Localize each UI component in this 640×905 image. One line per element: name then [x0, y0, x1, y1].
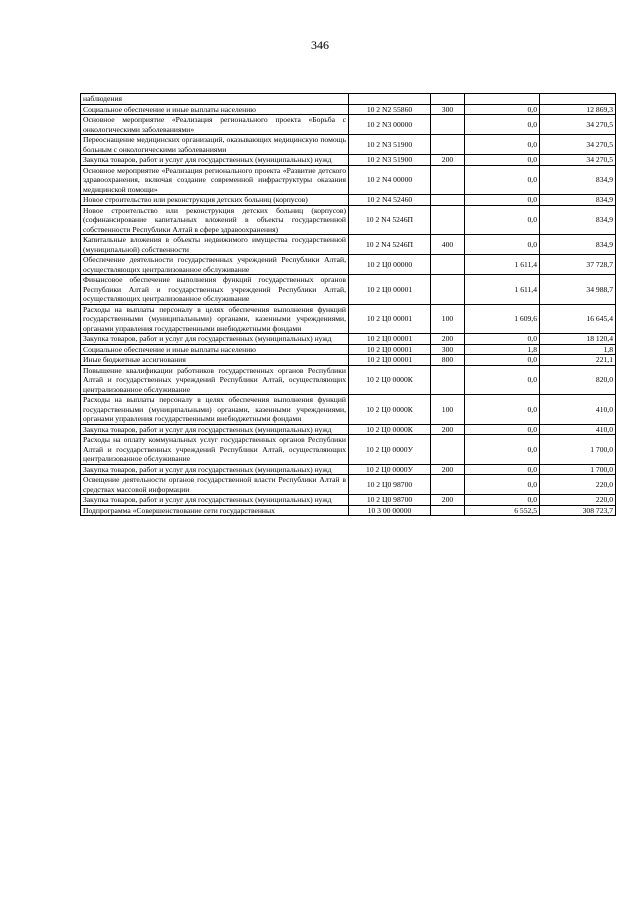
amount-column-1: 1 609,6	[465, 304, 540, 334]
amount-column-1: 0,0	[465, 165, 540, 195]
amount-column-2: 34 270,5	[540, 155, 616, 166]
expense-type-code	[431, 195, 465, 206]
expense-type-code: 300	[431, 344, 465, 355]
target-code: 10 2 N3 51900	[349, 135, 431, 155]
amount-column-2: 820,0	[540, 365, 616, 395]
target-code: 10 2 Ц0 0000У	[349, 464, 431, 475]
table-row	[81, 135, 616, 155]
amount-column-2	[540, 94, 616, 105]
expense-type-code	[431, 115, 465, 135]
target-code: 10 2 Ц0 00001	[349, 275, 431, 305]
table-row	[81, 505, 616, 516]
target-code: 10 3 00 00000	[349, 505, 431, 516]
expense-type-code: 100	[431, 395, 465, 425]
amount-column-2: 18 120,4	[540, 334, 616, 345]
expense-type-code	[431, 255, 465, 275]
row-name: Социальное обеспечение и иные выплаты населению	[81, 104, 349, 115]
row-name: Переоснащение медицинских организаций, оказывающих медицинскую помощь больным с онкологическими заболеваниями	[81, 135, 349, 155]
table-row	[81, 235, 616, 255]
amount-column-1: 0,0	[465, 475, 540, 495]
row-name: Основное мероприятие «Реализация регионального проекта «Борьба с онкологическими заболеваниями»	[81, 115, 349, 135]
amount-column-2: 834,9	[540, 195, 616, 206]
expense-type-code	[431, 135, 465, 155]
expense-type-code	[431, 505, 465, 516]
target-code: 10 2 Ц0 0000К	[349, 365, 431, 395]
amount-column-2: 220,0	[540, 475, 616, 495]
row-name: Повышение квалификации работников государственных органов Республики Алтай и государственных учреждений Республики Алтай, осуществляющих централизованное обслуживание	[81, 365, 349, 395]
amount-column-1: 1,8	[465, 344, 540, 355]
amount-column-2: 34 270,5	[540, 115, 616, 135]
amount-column-2: 410,0	[540, 424, 616, 435]
amount-column-2: 1 700,0	[540, 435, 616, 465]
table-row	[81, 424, 616, 435]
amount-column-2: 410,0	[540, 395, 616, 425]
expense-type-code	[431, 475, 465, 495]
amount-column-2: 16 645,4	[540, 304, 616, 334]
table-row	[81, 464, 616, 475]
row-name: Закупка товаров, работ и услуг для государственных (муниципальных) нужд	[81, 155, 349, 166]
amount-column-2: 34 988,7	[540, 275, 616, 305]
expense-type-code	[431, 205, 465, 235]
row-name: Финансовое обеспечение выполнения функций государственных органов Республики Алтай и государственных учреждений Республики Алтай, осуществляющих централизованное обслуживание	[81, 275, 349, 305]
table-row	[81, 115, 616, 135]
table-row	[81, 355, 616, 366]
target-code: 10 2 N3 00000	[349, 115, 431, 135]
table-row	[81, 334, 616, 345]
amount-column-2: 220,0	[540, 495, 616, 506]
expense-type-code: 200	[431, 155, 465, 166]
amount-column-1: 0,0	[465, 424, 540, 435]
expense-type-code: 300	[431, 104, 465, 115]
amount-column-1: 0,0	[465, 104, 540, 115]
table-row	[81, 365, 616, 395]
amount-column-1: 1 611,4	[465, 275, 540, 305]
amount-column-1: 0,0	[465, 435, 540, 465]
target-code: 10 2 N4 52460	[349, 195, 431, 206]
expense-type-code	[431, 275, 465, 305]
amount-column-2: 34 270,5	[540, 135, 616, 155]
row-name: Социальное обеспечение и иные выплаты населению	[81, 344, 349, 355]
target-code: 10 2 N3 51900	[349, 155, 431, 166]
row-name: Закупка товаров, работ и услуг для государственных (муниципальных) нужд	[81, 495, 349, 506]
row-name: Закупка товаров, работ и услуг для государственных (муниципальных) нужд	[81, 464, 349, 475]
budget-table	[80, 93, 616, 516]
page-number: 346	[311, 38, 329, 52]
row-name: Освещение деятельности органов государственной власти Республики Алтай в средствах массовой информации	[81, 475, 349, 495]
table-row	[81, 435, 616, 465]
expense-type-code	[431, 365, 465, 395]
amount-column-2: 834,9	[540, 235, 616, 255]
amount-column-1: 1 611,4	[465, 255, 540, 275]
row-name: Новое строительство или реконструкция детских больниц (корпусов) (софинансирование капитальных вложений в объекты государственной собственности Республики Алтай в сфере здравоохранения)	[81, 205, 349, 235]
row-name: Подпрограмма «Совершенствование сети государственных	[81, 505, 349, 516]
target-code: 10 2 N4 5246П	[349, 205, 431, 235]
row-name: Расходы на выплаты персоналу в целях обеспечения выполнения функций государственными (муниципальными) органами, казенными учреждениями, органами управления государственными внебюджетными фондами	[81, 304, 349, 334]
expense-type-code	[431, 435, 465, 465]
amount-column-1: 0,0	[465, 155, 540, 166]
amount-column-2: 37 728,7	[540, 255, 616, 275]
expense-type-code: 100	[431, 304, 465, 334]
amount-column-1	[465, 94, 540, 105]
amount-column-2: 1,8	[540, 344, 616, 355]
target-code: 10 2 N4 00000	[349, 165, 431, 195]
table-row	[81, 165, 616, 195]
table-row	[81, 495, 616, 506]
amount-column-1: 0,0	[465, 495, 540, 506]
amount-column-1: 0,0	[465, 235, 540, 255]
amount-column-1: 0,0	[465, 115, 540, 135]
target-code: 10 2 Ц0 00001	[349, 355, 431, 366]
row-name: Капитальные вложения в объекты недвижимого имущества государственной (муниципальной) собственности	[81, 235, 349, 255]
row-name: Закупка товаров, работ и услуг для государственных (муниципальных) нужд	[81, 334, 349, 345]
table-row	[81, 195, 616, 206]
amount-column-1: 0,0	[465, 365, 540, 395]
expense-type-code: 200	[431, 424, 465, 435]
table-row	[81, 304, 616, 334]
amount-column-1: 0,0	[465, 195, 540, 206]
row-name: Расходы на оплату коммунальных услуг государственных органов Республики Алтай и государственных учреждений Республики Алтай, осуществляющих централизованное обслуживание	[81, 435, 349, 465]
table-row	[81, 94, 616, 105]
amount-column-2: 308 723,7	[540, 505, 616, 516]
amount-column-1: 0,0	[465, 355, 540, 366]
amount-column-1: 0,0	[465, 464, 540, 475]
amount-column-2: 834,9	[540, 165, 616, 195]
target-code: 10 2 Ц0 00001	[349, 334, 431, 345]
target-code: 10 2 Ц0 0000К	[349, 395, 431, 425]
row-name: Основное мероприятие «Реализация регионального проекта «Развитие детского здравоохранения, включая создание современной инфраструктуры оказания медицинской помощи»	[81, 165, 349, 195]
expense-type-code: 200	[431, 464, 465, 475]
expense-type-code: 800	[431, 355, 465, 366]
amount-column-1: 0,0	[465, 135, 540, 155]
table-row	[81, 344, 616, 355]
table-row	[81, 475, 616, 495]
expense-type-code: 200	[431, 495, 465, 506]
table-row	[81, 255, 616, 275]
table-row	[81, 275, 616, 305]
target-code: 10 2 N4 5246П	[349, 235, 431, 255]
row-name: Расходы на выплаты персоналу в целях обеспечения выполнения функций государственными (муниципальными) органами, казенными учреждениями, органами управления государственными внебюджетными фондами	[81, 395, 349, 425]
amount-column-1: 0,0	[465, 334, 540, 345]
target-code: 10 2 Ц0 98700	[349, 495, 431, 506]
target-code: 10 2 Ц0 00000	[349, 255, 431, 275]
amount-column-1: 0,0	[465, 205, 540, 235]
amount-column-1: 6 552,5	[465, 505, 540, 516]
target-code: 10 2 Ц0 00001	[349, 304, 431, 334]
amount-column-2: 221,1	[540, 355, 616, 366]
row-name: Иные бюджетные ассигнования	[81, 355, 349, 366]
amount-column-1: 0,0	[465, 395, 540, 425]
expense-type-code: 400	[431, 235, 465, 255]
expense-type-code: 200	[431, 334, 465, 345]
row-name: Закупка товаров, работ и услуг для государственных (муниципальных) нужд	[81, 424, 349, 435]
target-code: 10 2 Ц0 0000У	[349, 435, 431, 465]
target-code: 10 2 Ц0 00001	[349, 344, 431, 355]
table-row	[81, 104, 616, 115]
target-code: 10 2 Ц0 98700	[349, 475, 431, 495]
budget-table-body	[81, 94, 616, 516]
target-code	[349, 94, 431, 105]
amount-column-2: 1 700,0	[540, 464, 616, 475]
amount-column-2: 12 869,3	[540, 104, 616, 115]
row-name: наблюдения	[81, 94, 349, 105]
target-code: 10 2 Ц0 0000К	[349, 424, 431, 435]
table-row	[81, 155, 616, 166]
row-name: Новое строительство или реконструкция детских больниц (корпусов)	[81, 195, 349, 206]
table-row	[81, 205, 616, 235]
expense-type-code	[431, 165, 465, 195]
table-row	[81, 395, 616, 425]
expense-type-code	[431, 94, 465, 105]
amount-column-2: 834,9	[540, 205, 616, 235]
target-code: 10 2 N2 55860	[349, 104, 431, 115]
row-name: Обеспечение деятельности государственных учреждений Республики Алтай, осуществляющих централизованное обслуживание	[81, 255, 349, 275]
